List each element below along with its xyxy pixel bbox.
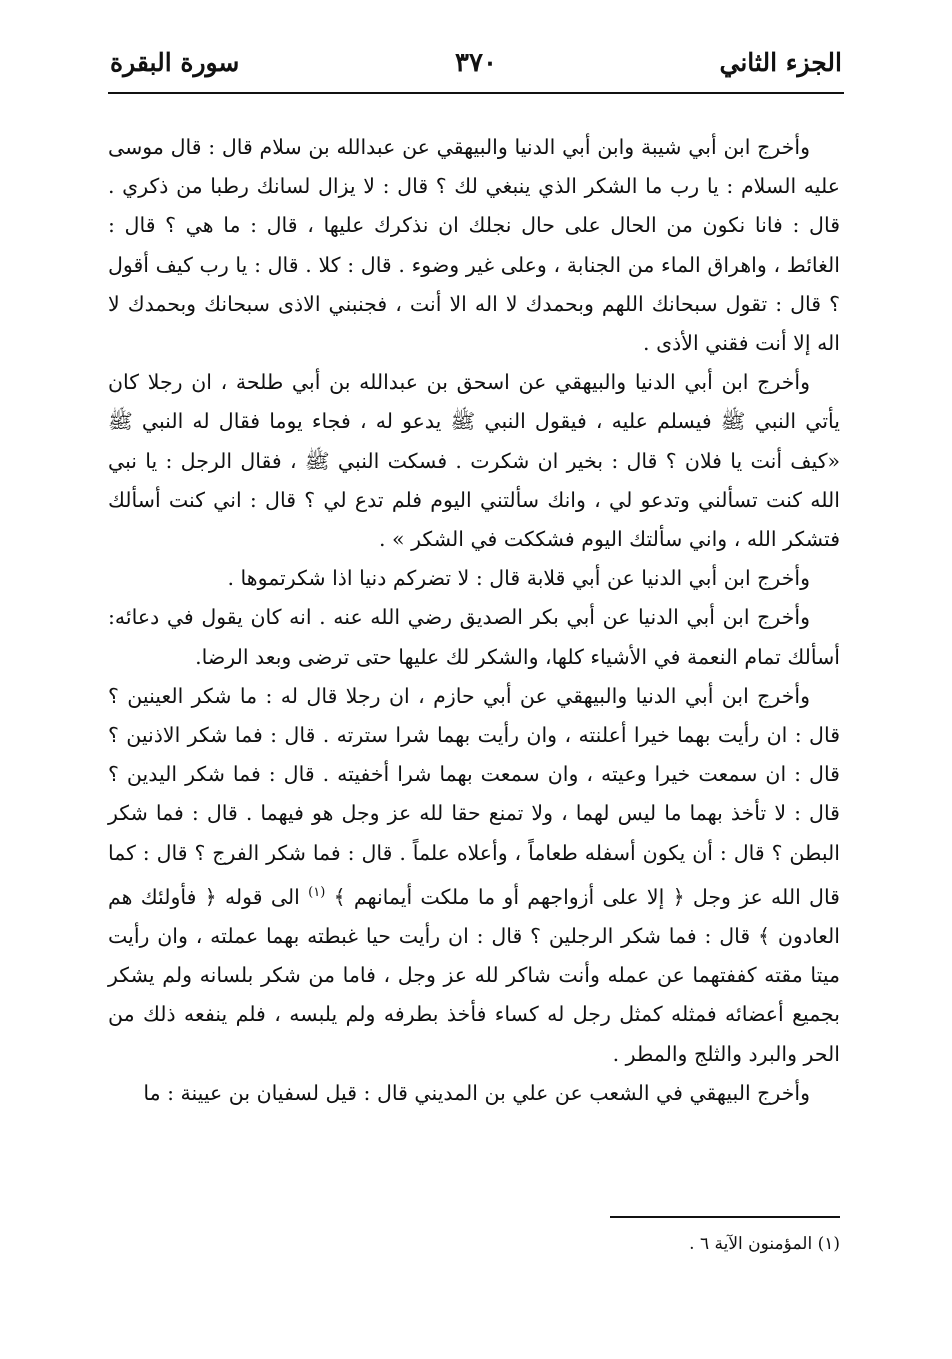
paragraph-text-continued: الى قوله ﴿ فأولئك هم العادون ﴾ قال : فما شكر الرجلين ؟ قال : ان رأيت حيا غبطته بهما عملته ، وان رأيت ميتا مقته كففتهما عن عمله وأنت شاكر لله عز وجل ، فاما من شكر بلسانه ولم يشكر بجميع أعضائه فمثله كمثل رجل له كساء فأخذ بطرفه ولم يلبسه ، فلم ينفعه ذلك من الحر والبرد والثلج والمطر . (108, 884, 840, 1066)
footnote-reference[interactable]: (١) (308, 884, 326, 900)
paragraph: وأخرج البيهقي في الشعب عن علي بن المديني قال : قيل لسفيان بن عيينة : ما (143, 1080, 810, 1105)
main-text (108, 128, 840, 1113)
paragraph: وأخرج ابن أبي الدنيا عن أبي قلابة قال : لا تضركم دنيا اذا شكرتموها . (227, 566, 810, 591)
paragraph-text: وأخرج ابن أبي الدنيا والبيهقي عن أبي حازم ، ان رجلا قال له : ما شكر العينين ؟ قال : ان رأيت بهما خيرا أعلنته ، وان رأيت بهما شرا سترته . قال : فما شكر الاذنين ؟ قال : ان سمعت خيرا وعيته ، وان سمعت بهما شرا أخفيته . قال : فما شكر اليدين ؟ قال : لا تأخذ بهما ما ليس لهما ، ولا تمنع حقا لله عز وجل هو فيهما . قال : فما شكر البطن ؟ قال : أن يكون أسفله طعاماً ، وأعلاه علماً . قال : فما شكر الفرج ؟ قال : كما قال الله عز وجل ﴿ إلا على أزواجهم أو ما ملكت أيمانهم ﴾ (108, 683, 840, 909)
footnote-rule (610, 1216, 840, 1218)
page-number: ٣٧٠ (455, 48, 497, 78)
surah-label: سورة البقرة (110, 48, 240, 77)
footnote: (١) المؤمنون الآية ٦ . (689, 1234, 840, 1254)
part-label: الجزء الثاني (719, 48, 842, 77)
paragraph: وأخرج ابن أبي الدنيا والبيهقي عن اسحق بن عبدالله بن أبي طلحة ، ان رجلا كان يأتي النبي ﷺ فيسلم عليه ، فيقول النبي ﷺ يدعو له ، فجاء يوما فقال له النبي ﷺ «كيف أنت يا فلان ؟ قال : بخير ان شكرت . فسكت النبي ﷺ ، فقال الرجل : يا نبي الله كنت تسألني وتدعو لي ، وانك سألتني اليوم فلم تدع لي ؟ قال : اني كنت أسألك فتشكر الله ، واني سألتك اليوم فشككت في الشكر » . (108, 370, 840, 552)
paragraph: وأخرج ابن أبي شيبة وابن أبي الدنيا والبيهقي عن عبدالله بن سلام قال : قال موسى عليه السلام : يا رب ما الشكر الذي ينبغي لك ؟ قال : لا يزال لسانك رطبا من ذكري . قال : فانا نكون من الحال على حال نجلك ان نذكرك عليها ، قال : ما هي ؟ قال : الغائط ، واهراق الماء من الجنابة ، وعلى غير وضوء . قال : كلا . قال : يا رب كيف أقول ؟ قال : تقول سبحانك اللهم وبحمدك لا اله الا أنت ، فجنبني الاذى سبحانك وبحمدك لا اله إلا أنت فقني الأذى . (108, 135, 840, 356)
header-rule (108, 92, 844, 94)
paragraph (108, 677, 840, 1074)
paragraph: وأخرج ابن أبي الدنيا عن أبي بكر الصديق رضي الله عنه . انه كان يقول في دعائه: أسألك تمام النعمة في الأشياء كلها، والشكر لك عليها حتى ترضى وبعد الرضا. (108, 605, 840, 669)
